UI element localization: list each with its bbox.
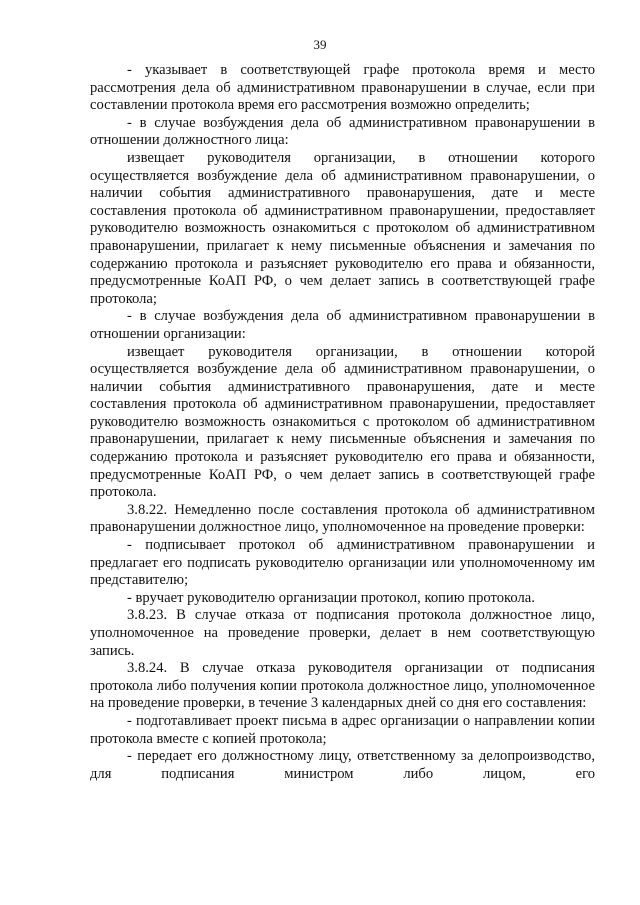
paragraph: извещает руководителя организации, в отношении которой осуществляется возбуждение дела об административном правонарушении, о наличии события административного правонарушения, дате и месте составления протокола об административном правонарушении, предоставляет руководителю возможность ознакомиться с протоколом об административном правонарушении, прилагает к нему письменные объяснения и замечания по содержанию протокола и разъясняет руководителю его права и обязанности, предусмотренные КоАП РФ, о чем делает запись в соответствующей графе протокола. [90,343,595,501]
paragraph-list-item: - подписывает протокол об административном правонарушении и предлагает его подписать руководителю организации или уполномоченному им представителю; [90,537,595,589]
paragraph-list-item: - подготавливает проект письма в адрес организации о направлении копии протокола вместе с копией протокола; [90,712,595,747]
paragraph-list-item: - вручает руководителю организации протокол, копию протокола. [127,589,535,606]
paragraph-list-item: - указывает в соответствующей графе протокола время и место рассмотрения дела об административном правонарушении в случае, если при составлении протокола время его рассмотрения возможно определить; [90,62,595,114]
document-body [90,62,595,783]
paragraph-list-item: - передает его должностному лицу, ответственному за делопроизводство, для подписания министром либо лицом, его [90,748,595,782]
paragraph-list-item: - в случае возбуждения дела об административном правонарушении в отношении организации: [90,308,595,342]
page-number: 39 [313,37,327,52]
paragraph-clause: 3.8.24. В случае отказа руководителя организации от подписания протокола либо получения копии протокола должностное лицо, уполномоченное на проведение проверки, в течение 3 календарных дней со дня его составления: [90,660,595,712]
paragraph-clause: 3.8.23. В случае отказа от подписания протокола должностное лицо, уполномоченное на проведение проверки, делает в нем соответствующую запись. [90,607,595,659]
paragraph-list-item: - в случае возбуждения дела об административном правонарушении в отношении должностного лица: [90,114,595,149]
paragraph: извещает руководителя организации, в отношении которого осуществляется возбуждение дела об административном правонарушении, о наличии события административного правонарушения, дате и месте составления протокола об административном правонарушении, предоставляет руководителю возможность ознакомиться с протоколом об административном правонарушении, прилагает к нему письменные объяснения и замечания по содержанию протокола и разъясняет руководителю его права и обязанности, предусмотренные КоАП РФ, о чем делает запись в соответствующей графе протокола; [90,149,595,307]
paragraph-clause: 3.8.22. Немедленно после составления протокола об административном правонарушении должностное лицо, уполномоченное на проведение проверки: [90,501,595,536]
